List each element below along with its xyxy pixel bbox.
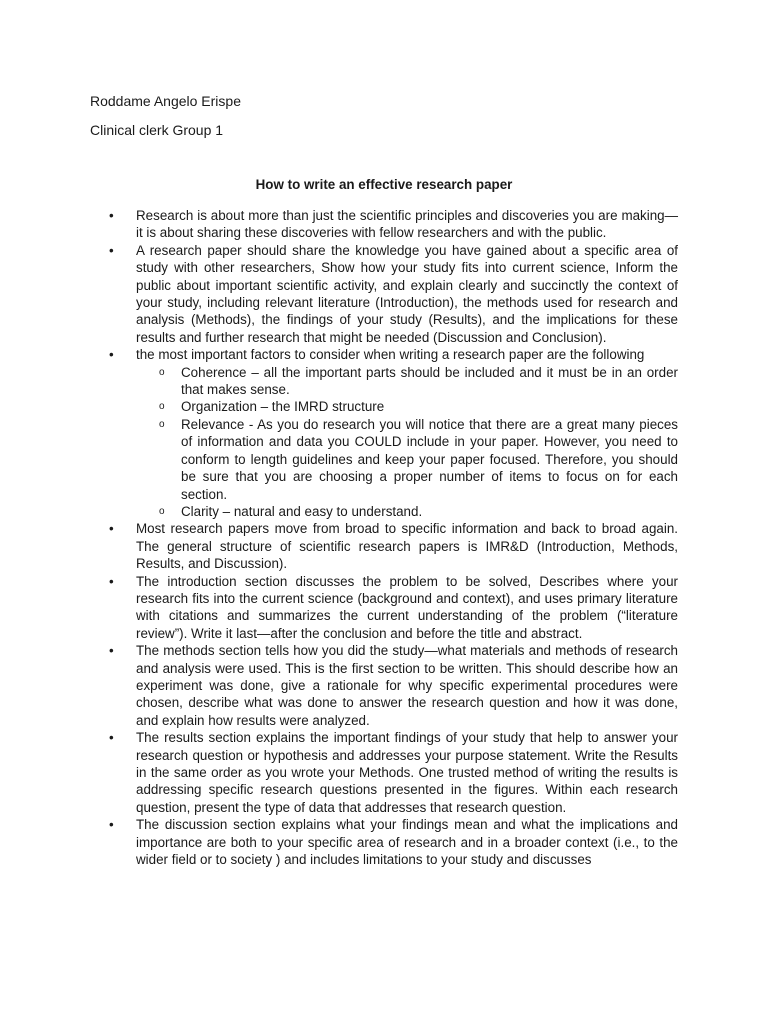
bullet-icon: • — [109, 643, 114, 659]
sub-list-item-text: Clarity – natural and easy to understand. — [181, 503, 423, 519]
circle-bullet-icon: o — [159, 401, 165, 413]
list-item-text: Research is about more than just the scientific principles and discoveries you are making—it is about sharing these discoveries with fellow researchers and with the public. — [136, 208, 678, 241]
list-item — [109, 242, 678, 346]
list-item — [109, 520, 678, 572]
list-item-text: The discussion section explains what your findings mean and what the implications and importance are both to your specific area of research and in a broader context (i.e., to the wider field or to society ) and includes limitations to your study and discusses — [136, 817, 678, 868]
list-item-text: The methods section tells how you did the study—what materials and methods of research and analysis were used. This is the first section to be written. This should describe how an experiment was done, give a rationale for why specific experimental procedures were chosen, describe what was done to answer the research question and how it was done, and explain how results were analyzed. — [136, 643, 678, 728]
list-item-text: A research paper should share the knowledge you have gained about a specific area of study with other researchers, Show how your study fits into current science, Inform the public about important scientific activity, and explain clearly and succinctly the context of your study, including relevant literature (Introduction), the methods used for research and analysis (Methods), the findings of your study (Results), and the implications for these results and further research that might be needed (Discussion and Conclusion). — [136, 242, 678, 345]
bullet-icon: • — [109, 521, 114, 537]
list-item-text: The results section explains the important findings of your study that help to answer your research question or hypothesis and addresses your purpose statement. Write the Results in the same order as you wrote your Methods. One trusted method of writing the results is addressing specific research questions presented in the figures. Within each research question, present the type of data that addresses that research question. — [136, 730, 678, 815]
list-item-text: The introduction section discusses the problem to be solved, Describes where your research fits into the current science (background and context), and uses primary literature with citations and summarizes the current understanding of the problem (“literature review”). Write it last—after the conclusion and before the title and abstract. — [136, 573, 678, 641]
circle-bullet-icon: o — [159, 366, 165, 378]
list-item — [109, 207, 678, 242]
list-item — [109, 729, 678, 816]
list-item-text: the most important factors to consider when writing a research paper are the following — [136, 347, 645, 363]
sub-list-item-text: Organization – the IMRD structure — [181, 399, 385, 415]
bullet-icon: • — [109, 730, 114, 746]
list-item — [109, 346, 678, 520]
document-title: How to write an effective research paper — [255, 177, 513, 192]
bullet-list — [109, 207, 678, 868]
list-item — [109, 816, 678, 868]
circle-bullet-icon: o — [159, 505, 165, 517]
sub-list-item — [159, 503, 678, 520]
sub-list-item — [159, 364, 678, 399]
sub-list-item — [159, 416, 678, 503]
list-item — [109, 573, 678, 643]
list-item — [109, 642, 678, 729]
sub-list-item — [159, 398, 678, 415]
bullet-icon: • — [109, 347, 114, 363]
group-label: Clinical clerk Group 1 — [90, 122, 224, 138]
sub-list-item-text: Relevance - As you do research you will notice that there are a great many pieces of information and data you COULD include in your paper. However, you need to conform to length guidelines and keep your paper focused. Therefore, you should be sure that you are choosing a proper number of items to focus on for each section. — [181, 416, 678, 502]
sub-list-item-text: Coherence – all the important parts should be included and it must be in an order that makes sense. — [181, 364, 678, 398]
bullet-icon: • — [109, 242, 114, 258]
sub-list — [136, 364, 678, 521]
list-item-text: Most research papers move from broad to specific information and back to broad again. The general structure of scientific research papers is IMR&D (Introduction, Methods, Results, and Discussion). — [136, 521, 678, 572]
bullet-icon: • — [109, 817, 114, 833]
bullet-icon: • — [109, 573, 114, 589]
author-name: Roddame Angelo Erispe — [90, 93, 241, 109]
bullet-icon: • — [109, 208, 114, 223]
circle-bullet-icon: o — [159, 418, 165, 430]
